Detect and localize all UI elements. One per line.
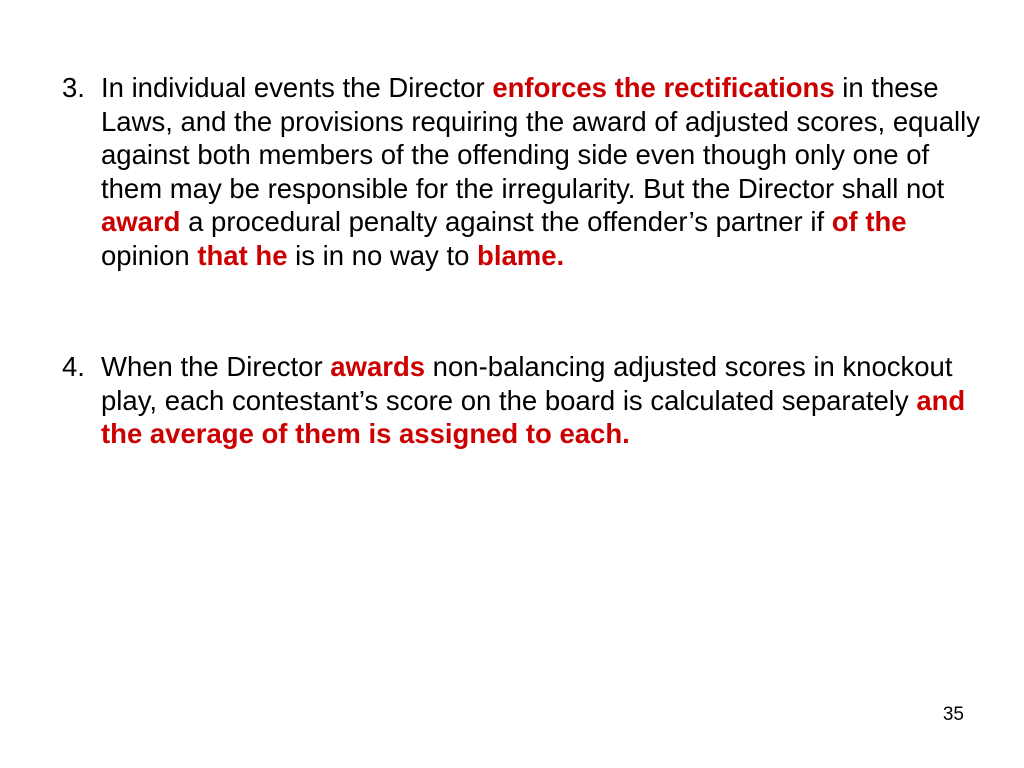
law-item-4	[62, 350, 982, 451]
highlight-average-assigned: and the average of them is assigned to each.	[101, 384, 966, 449]
item-number: 3.	[62, 72, 85, 103]
text-segment: opinion	[101, 239, 198, 271]
law-item-3	[62, 71, 982, 272]
text-segment: non-balancing adjusted scores in knockout play, each contestant’s score on the board is calculated separately	[101, 351, 953, 416]
item-text	[101, 71, 982, 272]
highlight-of-the: of the	[831, 206, 907, 237]
page-number: 35	[942, 704, 964, 725]
text-segment: When the Director	[101, 351, 331, 382]
text-segment: a procedural penalty against the offender’s partner if	[180, 206, 832, 237]
text-segment: is in no way to	[287, 239, 478, 271]
highlight-that-he: that he	[197, 239, 288, 271]
highlight-enforces-the-rectifications: enforces the rectifications	[492, 72, 835, 103]
highlight-awards: awards	[330, 351, 426, 382]
item-text	[101, 350, 982, 451]
highlight-blame: blame.	[477, 239, 565, 271]
highlight-award: award	[101, 206, 181, 237]
item-number: 4.	[62, 351, 85, 382]
text-segment: In individual events the Director	[101, 72, 493, 103]
text-segment: in these Laws, and the provisions requiring the award of adjusted scores, equally against both members of the offending side even though only one of them may be responsible for the irregularity. But the Director shall not	[101, 72, 980, 204]
